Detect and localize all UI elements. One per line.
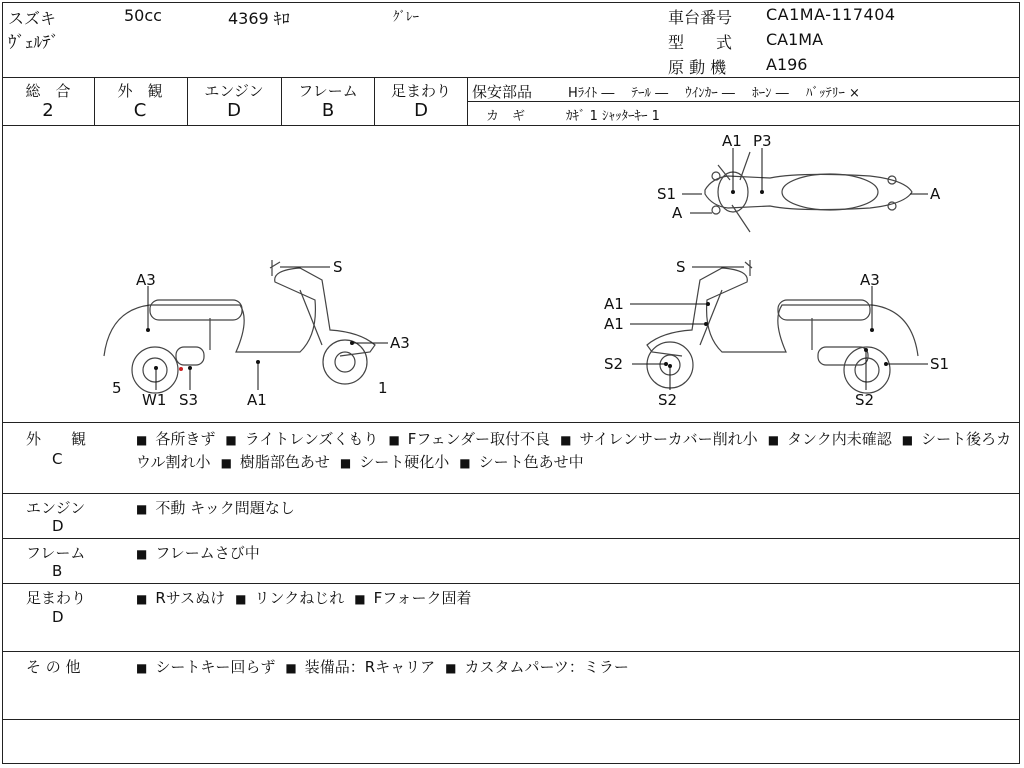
color: ｸﾞﾚｰ (393, 10, 419, 25)
note-item: ■ 各所きず (136, 430, 215, 448)
divider (2, 651, 1020, 652)
note-item: ■ リンクねじれ (235, 589, 344, 607)
section-label-frame: フレーム (26, 544, 86, 562)
grade-value-exterior: C (133, 100, 147, 121)
key-value: ｶｷﾞ 1 ｼｬｯﾀｰｷｰ 1 (566, 109, 660, 124)
label-right-s: S (676, 258, 686, 276)
note-item: ■ シート後ろカウル割れ小 (136, 430, 1011, 471)
section-label-suspension: 足まわり (26, 589, 87, 607)
label-top-a-left: A (672, 204, 683, 222)
grade-value-engine: D (227, 100, 241, 121)
divider (2, 538, 1020, 539)
type-value: CA1MA (766, 30, 824, 49)
type-label: 型 式 (668, 33, 733, 52)
note-item: ■ Fフェンダー取付不良 (388, 430, 550, 448)
label-top-s1: S1 (657, 185, 677, 203)
label-right-a1b: A1 (604, 315, 624, 333)
note-item: ■ フレームさび中 (136, 544, 260, 562)
divider (2, 422, 1020, 423)
safety-label: 保安部品 (472, 83, 533, 101)
note-item: ■ サイレンサーカバー削れ小 (560, 430, 758, 448)
key-label: カ ギ (486, 109, 526, 124)
note-item: ■ カスタムパーツ：ミラー (445, 658, 629, 676)
grade-value-suspension: D (414, 100, 428, 121)
engine-label: 原 動 機 (668, 58, 727, 77)
section-items-engine (136, 497, 305, 518)
grade-label-exterior: 外 観 (117, 82, 163, 100)
label-right-s1: S1 (930, 355, 950, 373)
divider (2, 719, 1020, 720)
divider (467, 101, 1020, 102)
note-item: ■ 樹脂部色あせ (221, 453, 330, 471)
label-top-p3: P3 (753, 132, 772, 150)
section-label-exterior: 外 観 (26, 430, 87, 448)
note-item: ■ シートキー回らず (136, 658, 275, 676)
note-item: ■ ライトレンズくもり (225, 430, 378, 448)
section-label-other: そ の 他 (26, 658, 81, 676)
damage-diagram (0, 126, 1024, 422)
divider (187, 77, 188, 125)
section-items-other (136, 656, 639, 677)
section-items-exterior (136, 428, 1012, 474)
note-item: ■ Fフォーク固着 (354, 589, 471, 607)
label-right-a3: A3 (860, 271, 880, 289)
section-grade-engine: D (52, 517, 64, 535)
damage-marker-icon (179, 367, 183, 371)
label-right-a1a: A1 (604, 295, 624, 313)
label-right-s2b: S2 (658, 391, 678, 409)
label-left-s: S (333, 258, 343, 276)
label-left-a3: A3 (136, 271, 156, 289)
label-left-a1: A1 (247, 391, 267, 409)
label-right-s2a: S2 (604, 355, 624, 373)
label-left-s3: S3 (179, 391, 199, 409)
note-item: ■ タンク内未確認 (768, 430, 892, 448)
section-label-engine: エンジン (26, 499, 86, 517)
scooter-top-view (705, 152, 912, 232)
grade-value-frame: B (321, 100, 335, 121)
note-item: ■ 不動 キック問題なし (136, 499, 295, 517)
label-left-5: 5 (112, 379, 122, 397)
divider (2, 493, 1020, 494)
safety-items: Hﾗｲﾄ ― ﾃｰﾙ ― ｳｲﾝｶｰ ― ﾎｰﾝ ― ﾊﾞｯﾃﾘｰ × (568, 86, 860, 101)
divider (2, 77, 1020, 78)
frame-no: CA1MA-117404 (766, 5, 896, 24)
section-grade-suspension: D (52, 608, 64, 626)
note-item: ■ 装備品：Rキャリア (285, 658, 435, 676)
divider (281, 77, 282, 125)
note-item: ■ シート硬化小 (340, 453, 449, 471)
grade-label-total: 総 合 (25, 82, 71, 100)
label-left-1: 1 (378, 379, 388, 397)
mileage: 4369 ｷﾛ (228, 9, 290, 28)
frame-no-label: 車台番号 (668, 8, 733, 27)
grade-label-engine: エンジン (204, 82, 264, 100)
grade-value-total: 2 (42, 100, 54, 121)
section-items-suspension (136, 587, 481, 608)
divider (374, 77, 375, 125)
section-items-frame (136, 542, 270, 563)
label-left-a3b: A3 (390, 334, 410, 352)
section-grade-exterior: C (52, 450, 63, 468)
grade-label-frame: フレーム (298, 82, 358, 100)
displacement: 50cc (124, 6, 162, 25)
label-top-a-right: A (930, 185, 941, 203)
divider (2, 583, 1020, 584)
label-top-a1: A1 (722, 132, 742, 150)
grade-label-suspension: 足まわり (390, 82, 451, 100)
maker: スズキ (8, 9, 57, 28)
note-item: ■ Rサスぬけ (136, 589, 225, 607)
divider (94, 77, 95, 125)
model-name: ｳﾞｪﾙﾃﾞ (8, 33, 59, 53)
label-right-s2c: S2 (855, 391, 875, 409)
note-item: ■ シート色あせ中 (459, 453, 583, 471)
label-left-w1: W1 (142, 391, 167, 409)
engine-value: A196 (766, 55, 808, 74)
section-grade-frame: B (52, 562, 63, 580)
